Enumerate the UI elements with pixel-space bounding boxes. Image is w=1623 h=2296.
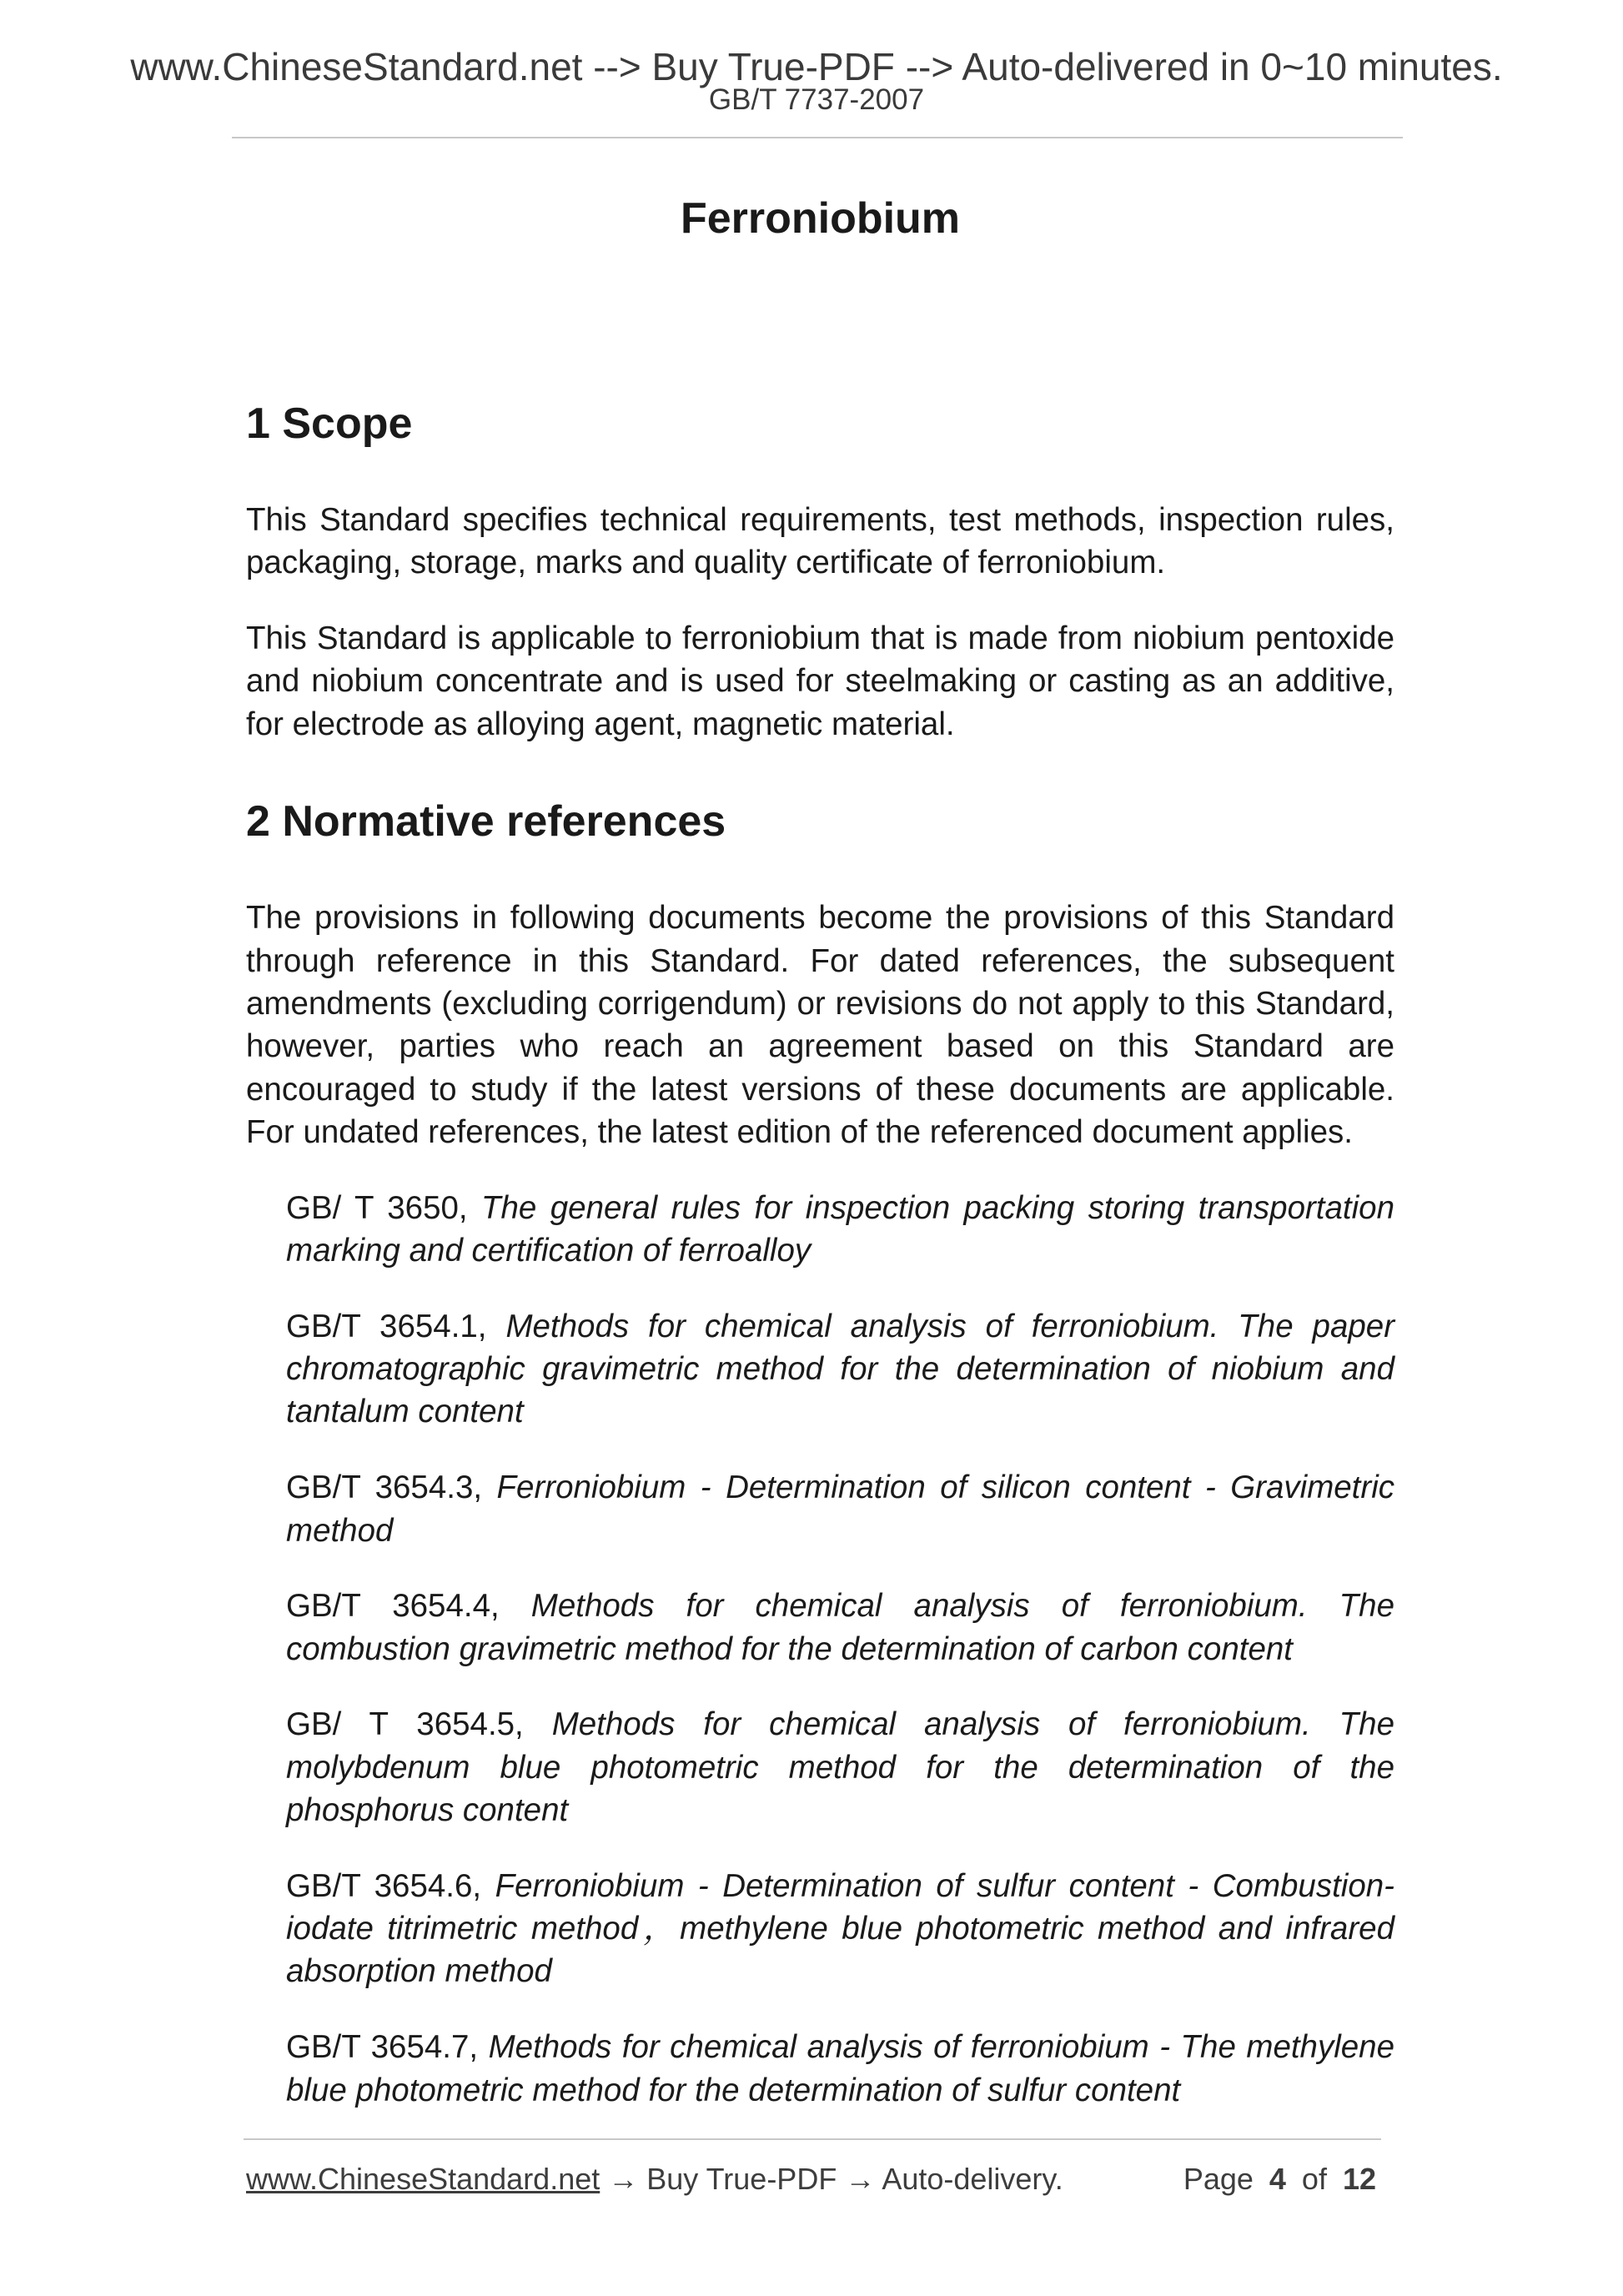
text-line: however, parties who reach an agreement based on this Standard are (246, 1028, 1394, 1065)
reference-title: marking and certification of ferroalloy (286, 1233, 812, 1269)
text-line: The provisions in following documents become the provisions of this Standard (246, 900, 1394, 937)
reference-item (286, 1585, 1394, 1671)
section-heading: 2 Normative references (246, 797, 726, 847)
reference-title: Methods for chemical analysis of ferroniobium. The paper (505, 1308, 1395, 1344)
reference-title: phosphorus content (286, 1792, 569, 1829)
text-line: for electrode as alloying agent, magnetic material. (246, 706, 955, 742)
reference-title: method (286, 1512, 394, 1549)
page-of-label: of (1301, 2162, 1327, 2196)
text-line: amendments (excluding corrigendum) or revisions do not apply to this Standard, (246, 986, 1394, 1022)
total-pages-number: 12 (1342, 2162, 1376, 2196)
reference-title: iodate titrimetric method，methylene blue photometric method and infrared (286, 1911, 1394, 1947)
reference-title: Methods for chemical analysis of ferroniobium. The (551, 1706, 1395, 1743)
reference-title: blue photometric method for the determination of sulfur content (286, 2072, 1181, 2108)
reference-title: absorption method (286, 1953, 552, 1990)
standard-code-header: GB/T 7737-2007 (708, 83, 925, 116)
reference-item (286, 1305, 1394, 1434)
section-scope (246, 398, 1394, 746)
top-banner: www.ChineseStandard.net --> Buy True-PDF --> Auto-delivered in 0~10 minutes. (130, 45, 1503, 88)
text-line: For undated references, the latest edition of the referenced document applies. (246, 1113, 1353, 1150)
reference-item (286, 1466, 1394, 1552)
reference-title: Ferroniobium - Determination of silicon content - Gravimetric (496, 1470, 1395, 1506)
reference-title: Ferroniobium - Determination of sulfur content - Combustion- (495, 1867, 1394, 1904)
reference-item (286, 2026, 1394, 2112)
reference-title: Methods for chemical analysis of ferroniobium. The (530, 1588, 1395, 1625)
reference-list (286, 1187, 1394, 2112)
text-line: This Standard specifies technical requirements, test methods, inspection rules, (246, 502, 1394, 538)
footer-divider (244, 2138, 1381, 2140)
paragraph (246, 617, 1394, 746)
text-line (286, 2026, 1394, 2068)
text-line: packaging, storage, marks and quality certificate of ferroniobium. (246, 545, 1166, 581)
reference-title: molybdenum blue photometric method for the determination of the (286, 1749, 1394, 1786)
text-line (286, 1466, 1394, 1509)
footer-tagline: → Buy True-PDF → Auto-delivery. (608, 2162, 1063, 2196)
document-body (246, 193, 1394, 2144)
text-line: encouraged to study if the latest versions of these documents are applicable. (246, 1071, 1394, 1108)
reference-code: GB/ T 3650, (286, 1189, 468, 1226)
reference-code: GB/T 3654.4, (286, 1588, 500, 1625)
text-line (286, 1585, 1394, 1627)
text-line: and niobium concentrate and is used for steelmaking or casting as an additive, (246, 663, 1394, 700)
text-line (286, 1703, 1394, 1746)
reference-code: GB/T 3654.6, (286, 1867, 482, 1904)
reference-item (286, 1187, 1394, 1273)
footer-promo (246, 2161, 1063, 2198)
text-line (286, 1865, 1394, 1907)
page-label: Page (1183, 2162, 1254, 2196)
reference-item (286, 1703, 1394, 1831)
page-indicator (1183, 2161, 1376, 2198)
paragraph (246, 897, 1394, 1153)
reference-code: GB/T 3654.3, (286, 1470, 483, 1506)
text-line (286, 1187, 1394, 1229)
section-heading: 1 Scope (246, 399, 413, 448)
reference-title: tantalum content (286, 1394, 524, 1430)
text-line (286, 1305, 1394, 1348)
current-page-number: 4 (1269, 2162, 1286, 2196)
text-line: This Standard is applicable to ferroniobium that is made from niobium pentoxide (246, 620, 1394, 657)
section-normative-references (246, 796, 1394, 2111)
reference-title: chromatographic gravimetric method for the determination of niobium and (286, 1351, 1394, 1388)
reference-item (286, 1865, 1394, 1993)
document-title: Ferroniobium (680, 194, 961, 243)
header-divider (232, 137, 1403, 138)
reference-code: GB/T 3654.1, (286, 1308, 487, 1344)
reference-title: The general rules for inspection packing storing transportation (481, 1189, 1394, 1226)
reference-code: GB/T 3654.7, (286, 2029, 479, 2066)
reference-code: GB/ T 3654.5, (286, 1706, 524, 1743)
site-link[interactable]: www.ChineseStandard.net (246, 2162, 600, 2196)
text-line: through reference in this Standard. For dated references, the subsequent (246, 942, 1394, 979)
reference-title: combustion gravimetric method for the determination of carbon content (286, 1630, 1293, 1667)
paragraph (246, 499, 1394, 585)
reference-title: Methods for chemical analysis of ferroniobium - The methylene (488, 2029, 1395, 2066)
